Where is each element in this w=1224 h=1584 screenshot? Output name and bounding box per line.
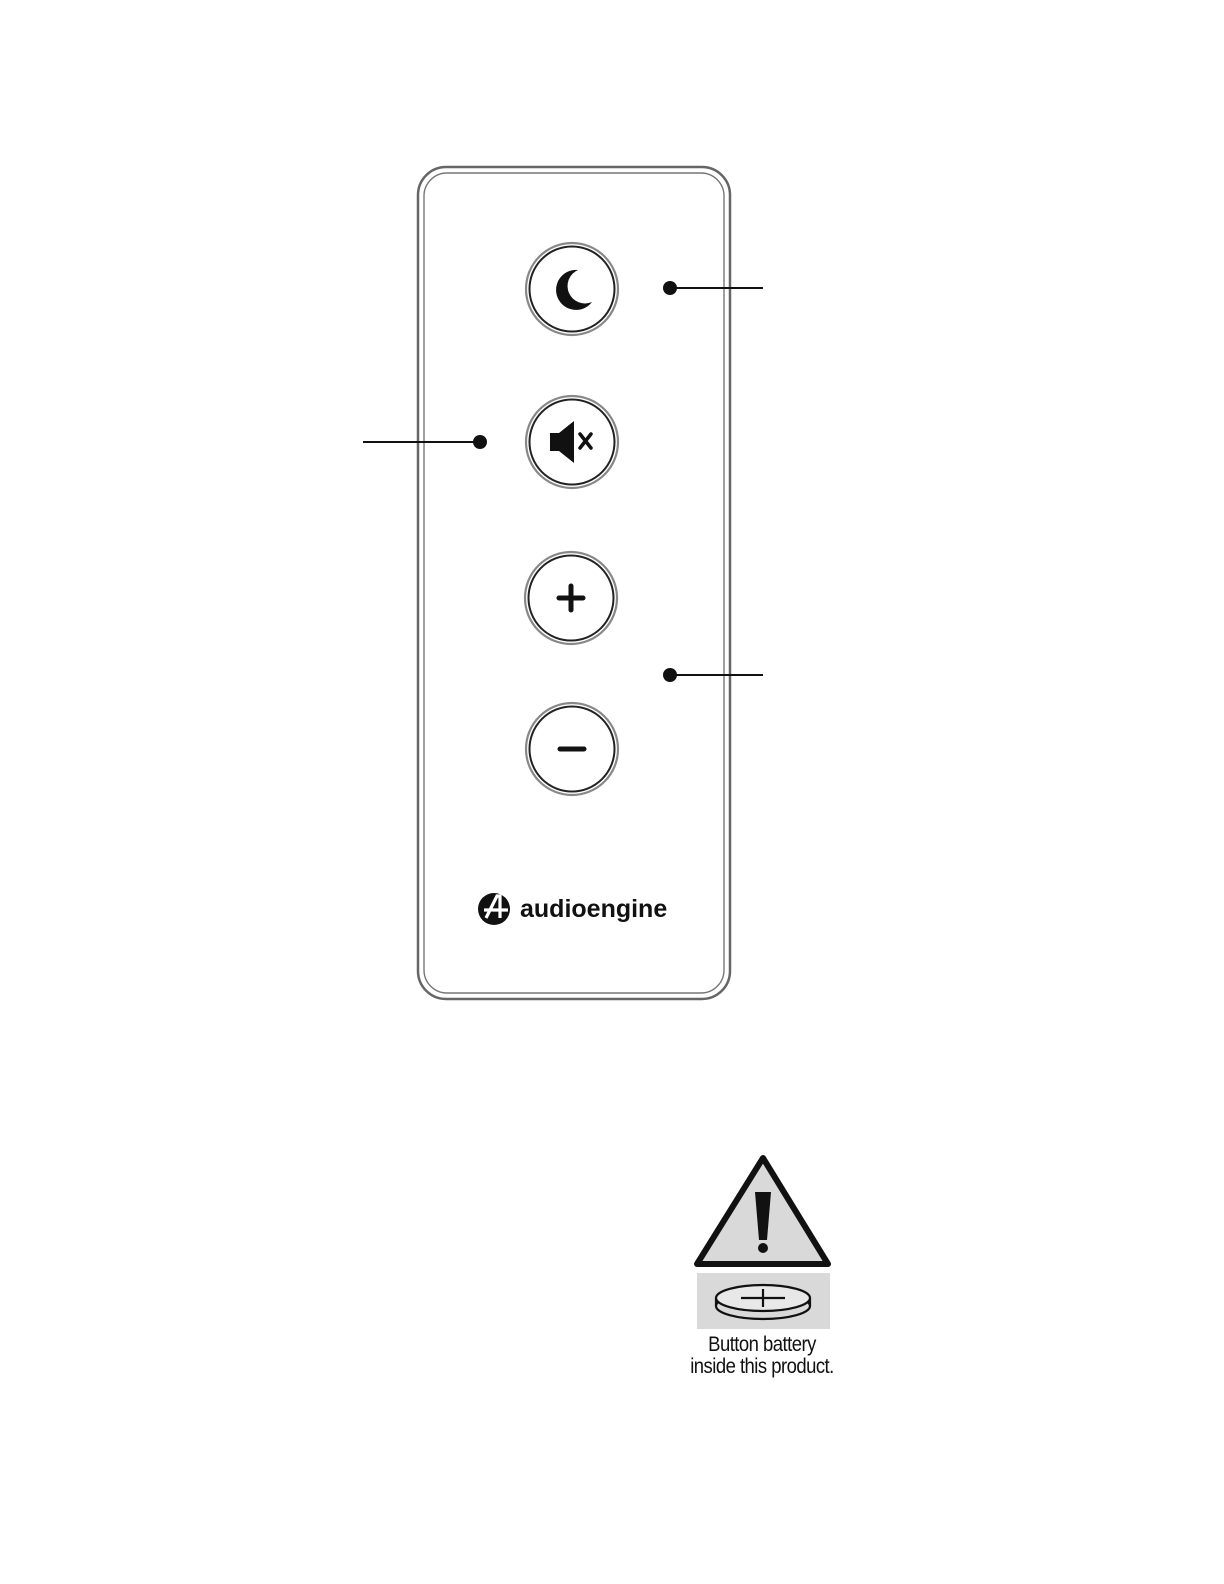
mute-button[interactable]: [526, 396, 618, 488]
caption-line-2: inside this product.: [690, 1355, 834, 1378]
callout-volume: [663, 668, 763, 682]
battery-warning-caption: [683, 1334, 841, 1378]
coin-battery-icon: [697, 1273, 830, 1329]
callout-mute: [363, 435, 487, 449]
sleep-button[interactable]: [526, 243, 618, 335]
volume-down-button[interactable]: [526, 703, 618, 795]
brand-name: audioengine: [520, 895, 668, 923]
caption-line-1: Button battery: [708, 1333, 816, 1356]
battery-warning: [697, 1158, 830, 1329]
volume-up-button[interactable]: [525, 552, 617, 644]
audioengine-logo: [478, 893, 667, 925]
logo-mark-icon: [478, 893, 510, 925]
callout-sleep: [663, 281, 763, 295]
warning-triangle-icon: [697, 1158, 828, 1264]
